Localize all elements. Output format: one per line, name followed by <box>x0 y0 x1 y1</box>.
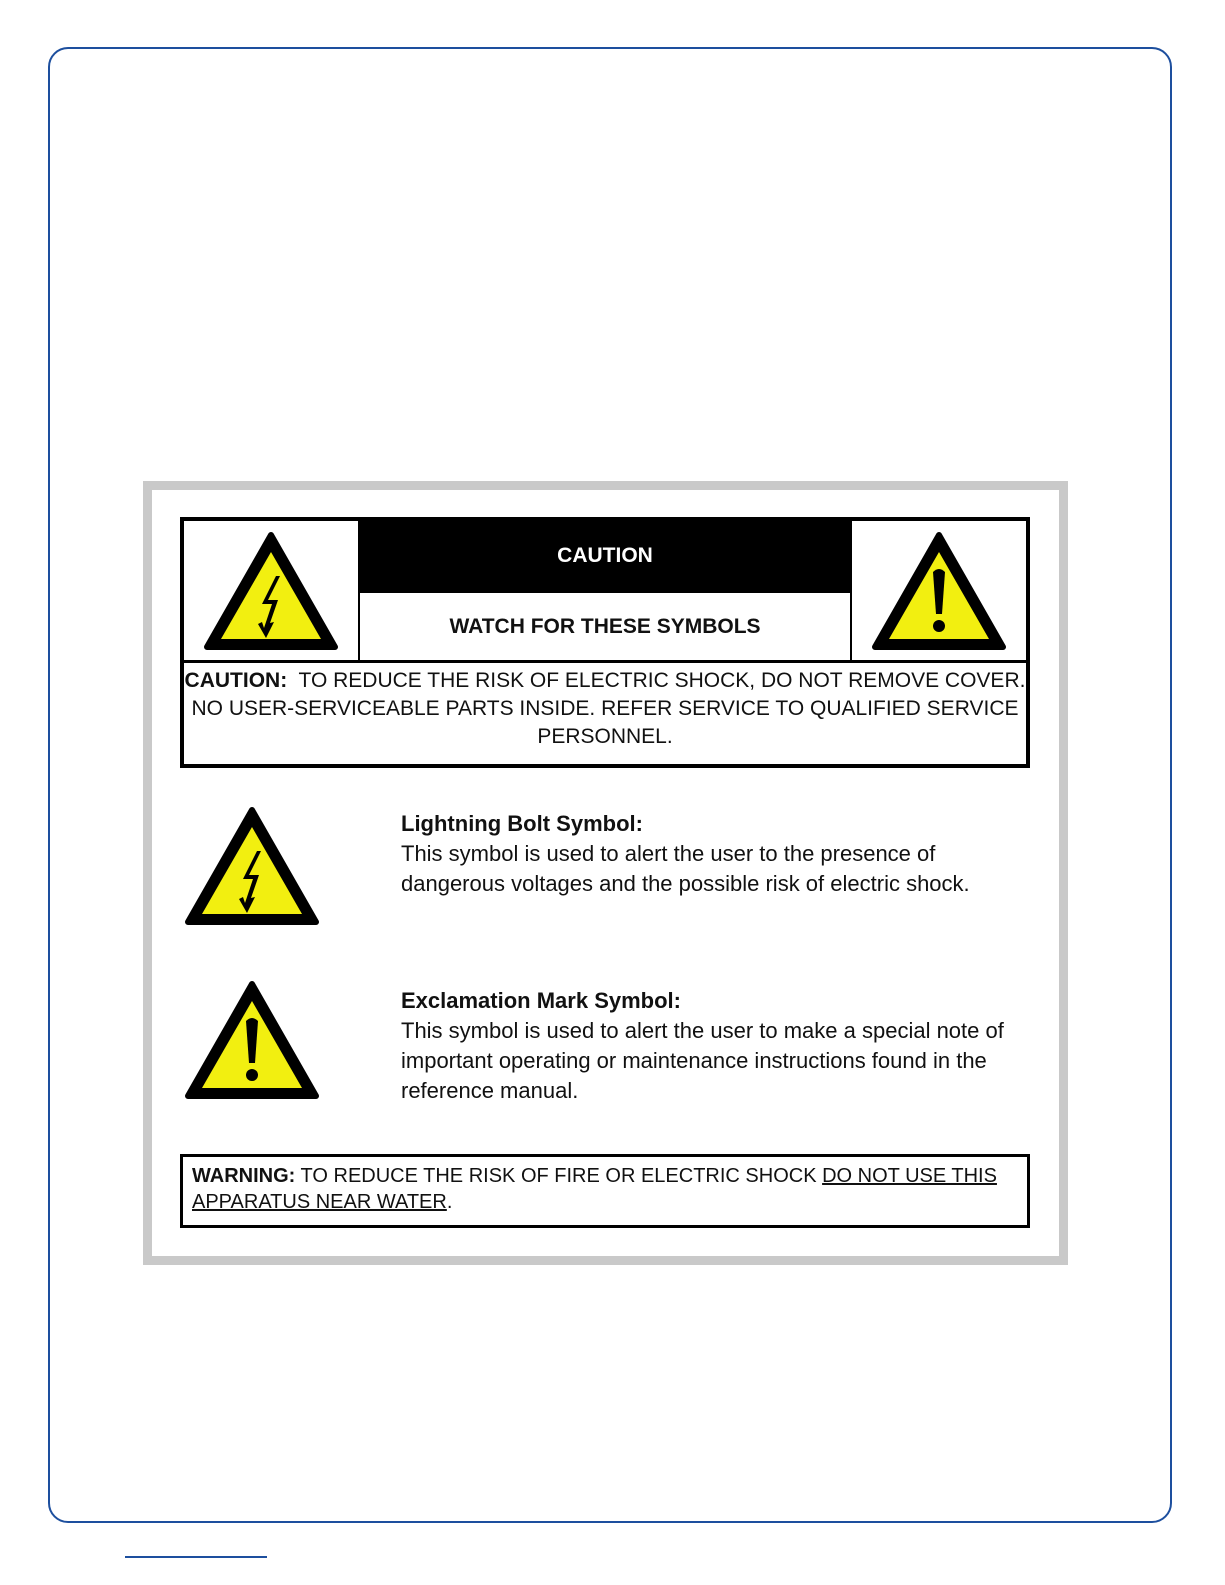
lightning-symbol-description <box>401 809 1031 899</box>
caution-box <box>180 517 1030 768</box>
lightning-symbol-title: Lightning Bolt Symbol: <box>401 811 643 836</box>
warning-text: TO REDUCE THE RISK OF FIRE OR ELECTRIC SHOCK <box>300 1165 817 1187</box>
warning-end: . <box>446 1191 453 1213</box>
caution-title: CAUTION <box>360 521 850 591</box>
warning-box <box>180 1154 1030 1228</box>
exclamation-warning-icon <box>870 530 1008 652</box>
footer-rule <box>125 1556 267 1558</box>
caution-subtitle: WATCH FOR THESE SYMBOLS <box>360 591 850 660</box>
caution-notice-label: CAUTION: <box>184 669 288 692</box>
caution-left-icon-cell <box>184 521 360 660</box>
exclamation-warning-icon <box>183 979 321 1101</box>
caution-title-cell <box>360 521 850 660</box>
caution-header-row <box>184 521 1026 663</box>
exclamation-symbol-body: This symbol is used to alert the user to make a special note of important operating or maintenance instructions found in the reference manual. <box>401 1018 1004 1103</box>
lightning-bolt-warning-icon <box>183 805 321 927</box>
caution-notice <box>184 667 1026 751</box>
exclamation-symbol-title: Exclamation Mark Symbol: <box>401 988 681 1013</box>
lightning-bolt-warning-icon <box>202 530 340 652</box>
exclamation-symbol-description <box>401 986 1031 1106</box>
warning-label: WARNING: <box>192 1165 296 1187</box>
caution-right-icon-cell <box>850 521 1026 660</box>
lightning-symbol-body: This symbol is used to alert the user to the presence of dangerous voltages and the possible risk of electric shock. <box>401 841 970 896</box>
caution-notice-text: TO REDUCE THE RISK OF ELECTRIC SHOCK, DO NOT REMOVE COVER. NO USER-SERVICEABLE PARTS INSIDE. REFER SERVICE TO QUALIFIED SERVICE PERSONNEL. <box>191 669 1026 748</box>
warning-underlined-text: DO NOT USE THIS APPARATUS NEAR WATER <box>192 1165 997 1213</box>
